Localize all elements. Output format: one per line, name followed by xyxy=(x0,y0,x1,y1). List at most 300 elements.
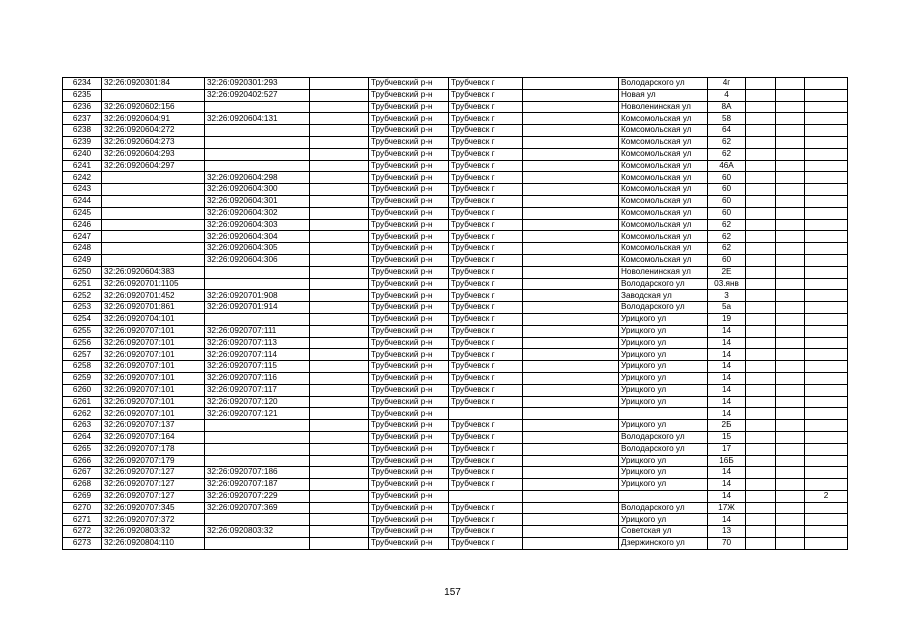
table-cell-street xyxy=(619,490,708,502)
table-row xyxy=(63,443,848,455)
table-cell-blank1 xyxy=(310,266,369,278)
table-cell-house: 14 xyxy=(708,408,746,420)
table-cell-blank1 xyxy=(310,184,369,196)
table-cell-cad2: 32:26:0920604:302 xyxy=(205,207,310,219)
table-cell-cad2 xyxy=(205,266,310,278)
table-cell-e3 xyxy=(805,361,848,373)
table-cell-cad2: 32:26:0920707:121 xyxy=(205,408,310,420)
table-row xyxy=(63,313,848,325)
table-cell-house: 60 xyxy=(708,184,746,196)
table-cell-e1 xyxy=(746,266,776,278)
table-cell-e1 xyxy=(746,219,776,231)
table-cell-street: Комсомольская ул xyxy=(619,231,708,243)
table-cell-district: Трубчевский р-н xyxy=(369,89,449,101)
table-cell-e3 xyxy=(805,349,848,361)
table-cell-house: 62 xyxy=(708,148,746,160)
table-cell-e3 xyxy=(805,431,848,443)
table-cell-blank1 xyxy=(310,113,369,125)
table-row xyxy=(63,160,848,172)
table-cell-cad1: 32:26:0920707:101 xyxy=(102,325,205,337)
table-cell-e1 xyxy=(746,290,776,302)
table-cell-cad2 xyxy=(205,148,310,160)
table-cell-e2 xyxy=(776,266,805,278)
table-cell-street: Комсомольская ул xyxy=(619,148,708,160)
table-cell-e1 xyxy=(746,361,776,373)
table-cell-city: Трубчевск г xyxy=(449,479,523,491)
table-cell-cad2: 32:26:0920604:300 xyxy=(205,184,310,196)
table-cell-e2 xyxy=(776,372,805,384)
table-cell-e1 xyxy=(746,431,776,443)
table-cell-cad1 xyxy=(102,231,205,243)
table-cell-house: 13 xyxy=(708,526,746,538)
table-cell-street: Урицкого ул xyxy=(619,514,708,526)
table-cell-house: 62 xyxy=(708,243,746,255)
table-cell-blank2 xyxy=(523,313,619,325)
table-cell-e2 xyxy=(776,313,805,325)
table-cell-num: 6237 xyxy=(63,113,102,125)
table-cell-street: Комсомольская ул xyxy=(619,160,708,172)
table-cell-city: Трубчевск г xyxy=(449,431,523,443)
table-cell-house: 16Б xyxy=(708,455,746,467)
table-cell-e1 xyxy=(746,278,776,290)
table-cell-e3 xyxy=(805,136,848,148)
table-row xyxy=(63,361,848,373)
table-cell-e1 xyxy=(746,514,776,526)
table-cell-district: Трубчевский р-н xyxy=(369,384,449,396)
cadastral-table xyxy=(62,77,848,550)
table-cell-city: Трубчевск г xyxy=(449,125,523,137)
table-cell-house: 14 xyxy=(708,467,746,479)
table-cell-city xyxy=(449,408,523,420)
table-row xyxy=(63,408,848,420)
table-cell-street: Урицкого ул xyxy=(619,467,708,479)
table-cell-e2 xyxy=(776,302,805,314)
table-cell-cad1: 32:26:0920803:32 xyxy=(102,526,205,538)
table-cell-num: 6253 xyxy=(63,302,102,314)
table-cell-blank2 xyxy=(523,396,619,408)
table-cell-e2 xyxy=(776,148,805,160)
table-cell-blank2 xyxy=(523,113,619,125)
table-cell-e1 xyxy=(746,125,776,137)
table-cell-city: Трубчевск г xyxy=(449,396,523,408)
table-cell-num: 6258 xyxy=(63,361,102,373)
table-cell-house: 14 xyxy=(708,361,746,373)
table-row xyxy=(63,290,848,302)
table-row xyxy=(63,278,848,290)
table-row xyxy=(63,243,848,255)
table-cell-e3 xyxy=(805,207,848,219)
table-cell-cad1: 32:26:0920604:293 xyxy=(102,148,205,160)
table-cell-blank2 xyxy=(523,172,619,184)
table-cell-e3 xyxy=(805,337,848,349)
table-row xyxy=(63,78,848,90)
table-cell-blank2 xyxy=(523,160,619,172)
table-cell-e2 xyxy=(776,490,805,502)
table-cell-cad2: 32:26:0920604:306 xyxy=(205,254,310,266)
table-cell-house: 60 xyxy=(708,172,746,184)
table-cell-e3 xyxy=(805,254,848,266)
table-cell-city: Трубчевск г xyxy=(449,526,523,538)
table-row xyxy=(63,420,848,432)
table-cell-e3 xyxy=(805,467,848,479)
table-cell-district: Трубчевский р-н xyxy=(369,526,449,538)
table-cell-e3 xyxy=(805,172,848,184)
table-cell-blank1 xyxy=(310,136,369,148)
table-cell-e3 xyxy=(805,538,848,550)
table-cell-e1 xyxy=(746,526,776,538)
table-cell-e3 xyxy=(805,372,848,384)
table-cell-blank2 xyxy=(523,420,619,432)
table-cell-e1 xyxy=(746,490,776,502)
table-cell-house: 14 xyxy=(708,479,746,491)
table-cell-cad2 xyxy=(205,278,310,290)
table-row xyxy=(63,89,848,101)
table-cell-cad1: 32:26:0920301:84 xyxy=(102,78,205,90)
table-cell-cad2 xyxy=(205,514,310,526)
table-cell-district: Трубчевский р-н xyxy=(369,243,449,255)
table-cell-blank2 xyxy=(523,431,619,443)
table-cell-city: Трубчевск г xyxy=(449,313,523,325)
table-cell-num: 6264 xyxy=(63,431,102,443)
table-cell-num: 6259 xyxy=(63,372,102,384)
table-cell-e3 xyxy=(805,78,848,90)
table-cell-cad2: 32:26:0920604:304 xyxy=(205,231,310,243)
table-cell-cad2: 32:26:0920707:116 xyxy=(205,372,310,384)
table-cell-e3 xyxy=(805,195,848,207)
table-cell-cad1 xyxy=(102,89,205,101)
table-cell-street: Урицкого ул xyxy=(619,361,708,373)
table-cell-house: 14 xyxy=(708,396,746,408)
table-cell-cad1: 32:26:0920602:156 xyxy=(102,101,205,113)
table-row xyxy=(63,148,848,160)
table-cell-cad1: 32:26:0920604:297 xyxy=(102,160,205,172)
table-cell-street: Комсомольская ул xyxy=(619,172,708,184)
table-cell-district: Трубчевский р-н xyxy=(369,313,449,325)
table-cell-blank1 xyxy=(310,148,369,160)
table-cell-e1 xyxy=(746,101,776,113)
table-row xyxy=(63,431,848,443)
table-cell-num: 6251 xyxy=(63,278,102,290)
table-cell-num: 6265 xyxy=(63,443,102,455)
table-row xyxy=(63,384,848,396)
table-cell-e1 xyxy=(746,443,776,455)
table-cell-blank1 xyxy=(310,408,369,420)
table-cell-district: Трубчевский р-н xyxy=(369,254,449,266)
table-cell-blank2 xyxy=(523,78,619,90)
table-cell-cad2: 32:26:0920707:369 xyxy=(205,502,310,514)
table-cell-e1 xyxy=(746,502,776,514)
table-row xyxy=(63,207,848,219)
table-cell-city: Трубчевск г xyxy=(449,148,523,160)
table-cell-cad2: 32:26:0920707:113 xyxy=(205,337,310,349)
table-cell-e2 xyxy=(776,443,805,455)
table-cell-cad2: 32:26:0920707:186 xyxy=(205,467,310,479)
table-cell-num: 6243 xyxy=(63,184,102,196)
table-cell-num: 6249 xyxy=(63,254,102,266)
table-cell-house: 14 xyxy=(708,490,746,502)
table-cell-e2 xyxy=(776,479,805,491)
table-cell-e1 xyxy=(746,384,776,396)
table-cell-blank2 xyxy=(523,361,619,373)
table-cell-house: 17Ж xyxy=(708,502,746,514)
table-cell-city: Трубчевск г xyxy=(449,337,523,349)
table-cell-blank1 xyxy=(310,243,369,255)
table-cell-e3 xyxy=(805,502,848,514)
table-row xyxy=(63,302,848,314)
table-cell-e2 xyxy=(776,349,805,361)
table-cell-street: Урицкого ул xyxy=(619,420,708,432)
table-row xyxy=(63,396,848,408)
table-cell-district: Трубчевский р-н xyxy=(369,467,449,479)
table-cell-cad1: 32:26:0920707:179 xyxy=(102,455,205,467)
table-cell-street: Володарского ул xyxy=(619,278,708,290)
table-cell-blank2 xyxy=(523,526,619,538)
table-cell-city: Трубчевск г xyxy=(449,78,523,90)
table-cell-house: 4г xyxy=(708,78,746,90)
table-cell-district: Трубчевский р-н xyxy=(369,231,449,243)
table-cell-e2 xyxy=(776,113,805,125)
table-cell-city: Трубчевск г xyxy=(449,278,523,290)
table-cell-house: 62 xyxy=(708,136,746,148)
table-cell-blank2 xyxy=(523,219,619,231)
table-cell-city: Трубчевск г xyxy=(449,514,523,526)
table-cell-city: Трубчевск г xyxy=(449,443,523,455)
table-cell-house: 5а xyxy=(708,302,746,314)
table-cell-blank1 xyxy=(310,325,369,337)
table-cell-e2 xyxy=(776,431,805,443)
table-cell-blank1 xyxy=(310,490,369,502)
table-cell-e2 xyxy=(776,184,805,196)
table-cell-city: Трубчевск г xyxy=(449,160,523,172)
table-cell-street: Комсомольская ул xyxy=(619,207,708,219)
table-cell-house: 58 xyxy=(708,113,746,125)
table-cell-cad1: 32:26:0920704:101 xyxy=(102,313,205,325)
table-cell-district: Трубчевский р-н xyxy=(369,502,449,514)
table-cell-num: 6248 xyxy=(63,243,102,255)
table-cell-street: Урицкого ул xyxy=(619,349,708,361)
table-row xyxy=(63,349,848,361)
table-cell-e2 xyxy=(776,420,805,432)
table-cell-cad1 xyxy=(102,207,205,219)
table-cell-e3 xyxy=(805,101,848,113)
table-cell-blank1 xyxy=(310,396,369,408)
table-cell-num: 6234 xyxy=(63,78,102,90)
table-cell-e1 xyxy=(746,160,776,172)
table-cell-street: Комсомольская ул xyxy=(619,219,708,231)
table-row xyxy=(63,136,848,148)
table-cell-e1 xyxy=(746,184,776,196)
table-cell-house: 4 xyxy=(708,89,746,101)
table-cell-street: Володарского ул xyxy=(619,302,708,314)
table-cell-cad1: 32:26:0920707:127 xyxy=(102,467,205,479)
table-cell-district: Трубчевский р-н xyxy=(369,184,449,196)
table-cell-city: Трубчевск г xyxy=(449,184,523,196)
table-cell-district: Трубчевский р-н xyxy=(369,136,449,148)
table-cell-cad2: 32:26:0920701:908 xyxy=(205,290,310,302)
table-cell-house: 03.янв xyxy=(708,278,746,290)
table-cell-blank2 xyxy=(523,89,619,101)
table-cell-e3 xyxy=(805,455,848,467)
table-cell-num: 6247 xyxy=(63,231,102,243)
table-cell-num: 6245 xyxy=(63,207,102,219)
table-cell-district: Трубчевский р-н xyxy=(369,266,449,278)
table-cell-city: Трубчевск г xyxy=(449,89,523,101)
table-body xyxy=(63,78,848,550)
table-cell-blank2 xyxy=(523,514,619,526)
table-row xyxy=(63,514,848,526)
table-row xyxy=(63,538,848,550)
table-cell-num: 6256 xyxy=(63,337,102,349)
table-cell-blank2 xyxy=(523,290,619,302)
table-cell-num: 6270 xyxy=(63,502,102,514)
table-cell-house: 2Б xyxy=(708,420,746,432)
table-cell-e2 xyxy=(776,172,805,184)
table-cell-e3 xyxy=(805,384,848,396)
table-cell-cad2 xyxy=(205,125,310,137)
table-cell-num: 6236 xyxy=(63,101,102,113)
table-cell-cad1: 32:26:0920604:91 xyxy=(102,113,205,125)
table-cell-e1 xyxy=(746,113,776,125)
table-row xyxy=(63,325,848,337)
table-cell-house: 8А xyxy=(708,101,746,113)
table-cell-cad2 xyxy=(205,420,310,432)
table-cell-e2 xyxy=(776,219,805,231)
table-cell-cad1: 32:26:0920707:127 xyxy=(102,479,205,491)
table-cell-cad1: 32:26:0920804:110 xyxy=(102,538,205,550)
table-cell-city: Трубчевск г xyxy=(449,361,523,373)
table-cell-cad2: 32:26:0920604:298 xyxy=(205,172,310,184)
table-cell-num: 6254 xyxy=(63,313,102,325)
table-cell-city: Трубчевск г xyxy=(449,538,523,550)
table-cell-district: Трубчевский р-н xyxy=(369,113,449,125)
table-cell-cad1: 32:26:0920707:345 xyxy=(102,502,205,514)
table-cell-cad2: 32:26:0920604:305 xyxy=(205,243,310,255)
table-cell-e2 xyxy=(776,101,805,113)
table-cell-blank1 xyxy=(310,526,369,538)
table-cell-blank2 xyxy=(523,148,619,160)
table-cell-cad2: 32:26:0920402:527 xyxy=(205,89,310,101)
table-cell-blank1 xyxy=(310,349,369,361)
table-cell-district: Трубчевский р-н xyxy=(369,195,449,207)
table-cell-e2 xyxy=(776,231,805,243)
table-cell-cad1: 32:26:0920707:101 xyxy=(102,361,205,373)
table-cell-city: Трубчевск г xyxy=(449,254,523,266)
table-cell-blank1 xyxy=(310,361,369,373)
table-cell-cad2: 32:26:0920707:117 xyxy=(205,384,310,396)
table-cell-blank2 xyxy=(523,278,619,290)
table-cell-cad2: 32:26:0920604:131 xyxy=(205,113,310,125)
table-cell-district: Трубчевский р-н xyxy=(369,290,449,302)
table-cell-street: Комсомольская ул xyxy=(619,254,708,266)
table-cell-house: 60 xyxy=(708,195,746,207)
table-row xyxy=(63,490,848,502)
table-cell-blank2 xyxy=(523,490,619,502)
table-cell-e3 xyxy=(805,290,848,302)
table-cell-blank1 xyxy=(310,455,369,467)
table-cell-blank1 xyxy=(310,302,369,314)
table-cell-cad2: 32:26:0920707:115 xyxy=(205,361,310,373)
table-cell-city: Трубчевск г xyxy=(449,266,523,278)
table-row xyxy=(63,467,848,479)
table-cell-blank1 xyxy=(310,313,369,325)
table-row xyxy=(63,479,848,491)
table-cell-city: Трубчевск г xyxy=(449,420,523,432)
table-cell-e2 xyxy=(776,538,805,550)
table-cell-house: 14 xyxy=(708,514,746,526)
table-cell-street: Комсомольская ул xyxy=(619,243,708,255)
table-cell-city: Трубчевск г xyxy=(449,172,523,184)
table-cell-cad1 xyxy=(102,172,205,184)
table-cell-house: 3 xyxy=(708,290,746,302)
table-row xyxy=(63,195,848,207)
table-row xyxy=(63,101,848,113)
table-cell-blank1 xyxy=(310,231,369,243)
table-cell-blank2 xyxy=(523,136,619,148)
table-cell-e2 xyxy=(776,160,805,172)
table-cell-e1 xyxy=(746,172,776,184)
table-cell-cad1: 32:26:0920707:101 xyxy=(102,384,205,396)
table-cell-city xyxy=(449,490,523,502)
table-cell-cad2 xyxy=(205,313,310,325)
table-cell-num: 6273 xyxy=(63,538,102,550)
table-cell-e2 xyxy=(776,78,805,90)
table-cell-e1 xyxy=(746,538,776,550)
table-cell-blank2 xyxy=(523,184,619,196)
table-cell-blank2 xyxy=(523,254,619,266)
table-cell-e3 xyxy=(805,184,848,196)
table-cell-street: Урицкого ул xyxy=(619,396,708,408)
table-cell-e1 xyxy=(746,254,776,266)
table-cell-cad2 xyxy=(205,431,310,443)
table-cell-blank2 xyxy=(523,455,619,467)
table-cell-house: 2Е xyxy=(708,266,746,278)
table-cell-e3 xyxy=(805,514,848,526)
table-cell-blank2 xyxy=(523,502,619,514)
table-cell-district: Трубчевский р-н xyxy=(369,278,449,290)
table-cell-cad1 xyxy=(102,254,205,266)
table-cell-e3 xyxy=(805,526,848,538)
table-cell-num: 6269 xyxy=(63,490,102,502)
table-cell-district: Трубчевский р-н xyxy=(369,148,449,160)
table-row xyxy=(63,502,848,514)
table-cell-blank1 xyxy=(310,78,369,90)
table-cell-city: Трубчевск г xyxy=(449,207,523,219)
table-cell-street: Урицкого ул xyxy=(619,479,708,491)
table-cell-district: Трубчевский р-н xyxy=(369,396,449,408)
table-cell-cad1: 32:26:0920707:127 xyxy=(102,490,205,502)
table-cell-street: Урицкого ул xyxy=(619,337,708,349)
table-cell-city: Трубчевск г xyxy=(449,290,523,302)
table-cell-district: Трубчевский р-н xyxy=(369,219,449,231)
table-cell-blank1 xyxy=(310,160,369,172)
table-cell-city: Трубчевск г xyxy=(449,372,523,384)
table-cell-blank2 xyxy=(523,408,619,420)
table-cell-e1 xyxy=(746,195,776,207)
table-cell-e1 xyxy=(746,207,776,219)
table-cell-street: Заводская ул xyxy=(619,290,708,302)
table-cell-blank2 xyxy=(523,302,619,314)
table-cell-num: 6252 xyxy=(63,290,102,302)
table-cell-house: 60 xyxy=(708,254,746,266)
table-cell-street: Володарского ул xyxy=(619,443,708,455)
table-cell-house: 19 xyxy=(708,313,746,325)
table-cell-e1 xyxy=(746,302,776,314)
table-cell-blank2 xyxy=(523,125,619,137)
table-cell-e1 xyxy=(746,325,776,337)
table-cell-e2 xyxy=(776,195,805,207)
table-cell-blank1 xyxy=(310,502,369,514)
table-cell-e1 xyxy=(746,243,776,255)
